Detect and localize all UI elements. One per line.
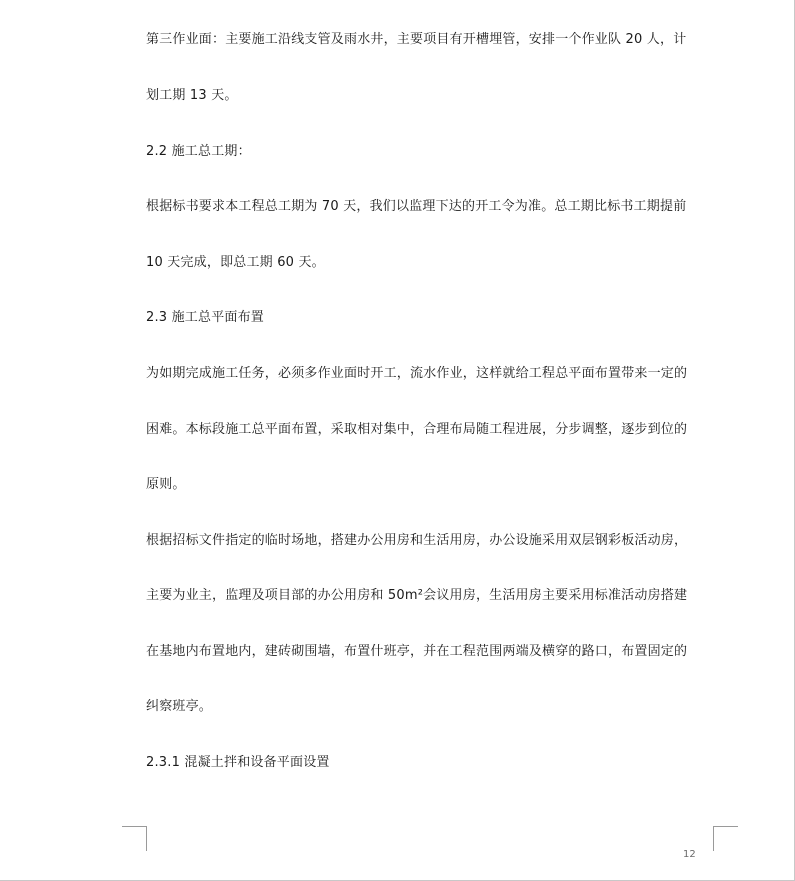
margin-corner-mark-left	[122, 826, 147, 851]
section-heading: 2.3 施工总平面布置	[146, 310, 265, 325]
paragraph-line: 纠察班亭。	[146, 699, 213, 714]
section-heading: 2.2 施工总工期：	[146, 144, 251, 159]
paragraph-line: 为如期完成施工任务，必须多作业面时开工，流水作业，这样就给工程总平面布置带来一定的	[146, 366, 688, 381]
subsection-heading: 2.3.1 混凝土拌和设备平面设置	[146, 755, 330, 770]
paragraph-line: 困难。本标段施工总平面布置，采取相对集中，合理布局随工程进展，分步调整，逐步到位的	[146, 422, 688, 437]
margin-corner-mark-right	[713, 826, 738, 851]
paragraph-line: 主要为业主，监理及项目部的办公用房和 50m²会议用房，生活用房主要采用标准活动房搭建	[146, 588, 688, 603]
paragraph-line: 在基地内布置地内，建砖砌围墙，布置什班亭，并在工程范围两端及横穿的路口，布置固定的	[146, 644, 688, 659]
page-number: 12	[683, 849, 696, 860]
paragraph-line: 10 天完成，即总工期 60 天。	[146, 255, 325, 270]
paragraph-line: 第三作业面：主要施工沿线支管及雨水井，主要项目有开槽埋管，安排一个作业队 20 人，计	[146, 32, 687, 47]
paragraph-line: 根据招标文件指定的临时场地，搭建办公用房和生活用房，办公设施采用双层钢彩板活动房，	[146, 533, 688, 548]
paragraph-line: 划工期 13 天。	[146, 88, 238, 103]
paragraph-line: 原则。	[146, 477, 186, 492]
paragraph-line: 根据标书要求本工程总工期为 70 天，我们以监理下达的开工令为准。总工期比标书工期提前	[146, 199, 687, 214]
